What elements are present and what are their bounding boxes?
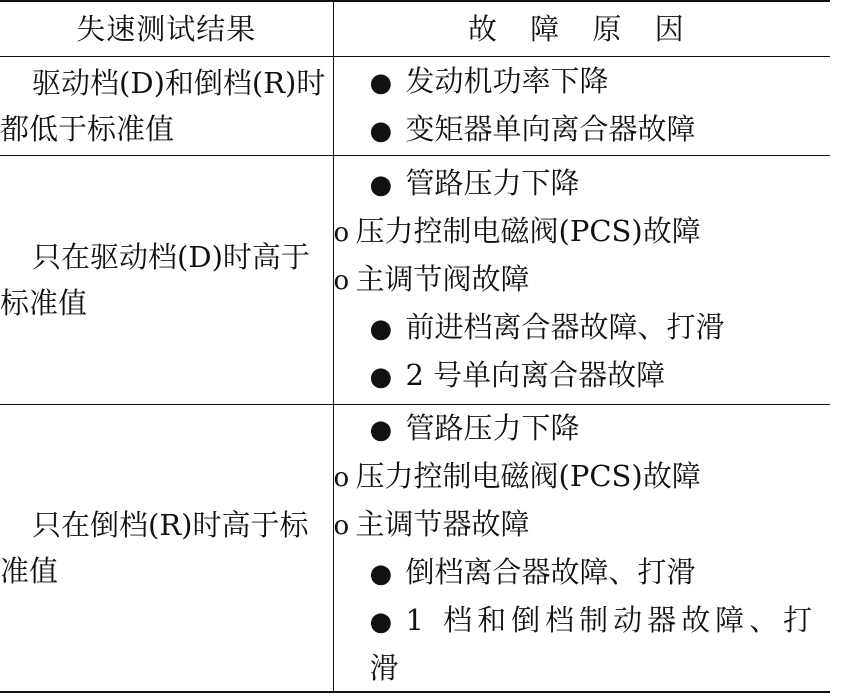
bullet-icon: ● bbox=[369, 607, 398, 637]
bullet-icon: ● bbox=[369, 170, 393, 200]
table-row bbox=[0, 156, 830, 405]
cause-subitem bbox=[334, 208, 831, 256]
cause-text: 管路压力下降 bbox=[405, 166, 580, 200]
cause-subitem bbox=[334, 256, 831, 304]
result-cell: 只在驱动档(D)时高于标准值 bbox=[0, 156, 333, 405]
result-cell: 驱动档(D)和倒档(R)时都低于标准值 bbox=[0, 57, 333, 156]
bullet-icon: ● bbox=[369, 116, 393, 146]
cause-item bbox=[334, 106, 831, 154]
bullet-icon: ● bbox=[369, 559, 393, 589]
cause-text: 变矩器单向离合器故障 bbox=[405, 112, 696, 146]
table-row bbox=[0, 405, 830, 693]
cause-item bbox=[334, 549, 831, 597]
result-cell: 只在倒档(R)时高于标准值 bbox=[0, 405, 333, 693]
cause-item bbox=[334, 405, 831, 453]
header-row bbox=[0, 1, 830, 57]
bullet-icon: ● bbox=[369, 68, 393, 98]
header-fault-cause: 故 障 原 因 bbox=[333, 1, 830, 57]
bullet-icon: ● bbox=[369, 415, 393, 445]
circle-bullet-icon: o bbox=[333, 511, 350, 541]
cause-item bbox=[334, 597, 831, 691]
cause-subitem bbox=[334, 453, 831, 501]
causes-cell bbox=[333, 156, 830, 405]
circle-bullet-icon: o bbox=[333, 218, 350, 248]
table-row bbox=[0, 57, 830, 156]
bullet-icon: ● bbox=[369, 314, 393, 344]
cause-text: 管路压力下降 bbox=[405, 411, 580, 445]
cause-item bbox=[334, 58, 831, 106]
circle-bullet-icon: o bbox=[333, 463, 350, 493]
cause-text: 主调节阀故障 bbox=[355, 262, 530, 296]
cause-text: 压力控制电磁阀(PCS)故障 bbox=[355, 459, 701, 493]
causes-cell bbox=[333, 57, 830, 156]
cause-item bbox=[334, 304, 831, 352]
circle-bullet-icon: o bbox=[333, 266, 350, 296]
cause-text: 发动机功率下降 bbox=[405, 64, 609, 98]
cause-item bbox=[334, 160, 831, 208]
cause-text: 压力控制电磁阀(PCS)故障 bbox=[355, 214, 701, 248]
cause-item bbox=[334, 352, 831, 400]
cause-text: 倒档离合器故障、打滑 bbox=[405, 555, 696, 589]
header-stall-test-result: 失速测试结果 bbox=[0, 1, 333, 57]
cause-text: 前进档离合器故障、打滑 bbox=[405, 310, 725, 344]
cause-subitem bbox=[334, 501, 831, 549]
cause-text: 主调节器故障 bbox=[355, 507, 530, 541]
bullet-icon: ● bbox=[369, 362, 393, 392]
cause-text: 2 号单向离合器故障 bbox=[405, 358, 666, 392]
causes-cell bbox=[333, 405, 830, 693]
cause-text: 1 档和倒档制动器故障、打滑 bbox=[369, 603, 818, 685]
